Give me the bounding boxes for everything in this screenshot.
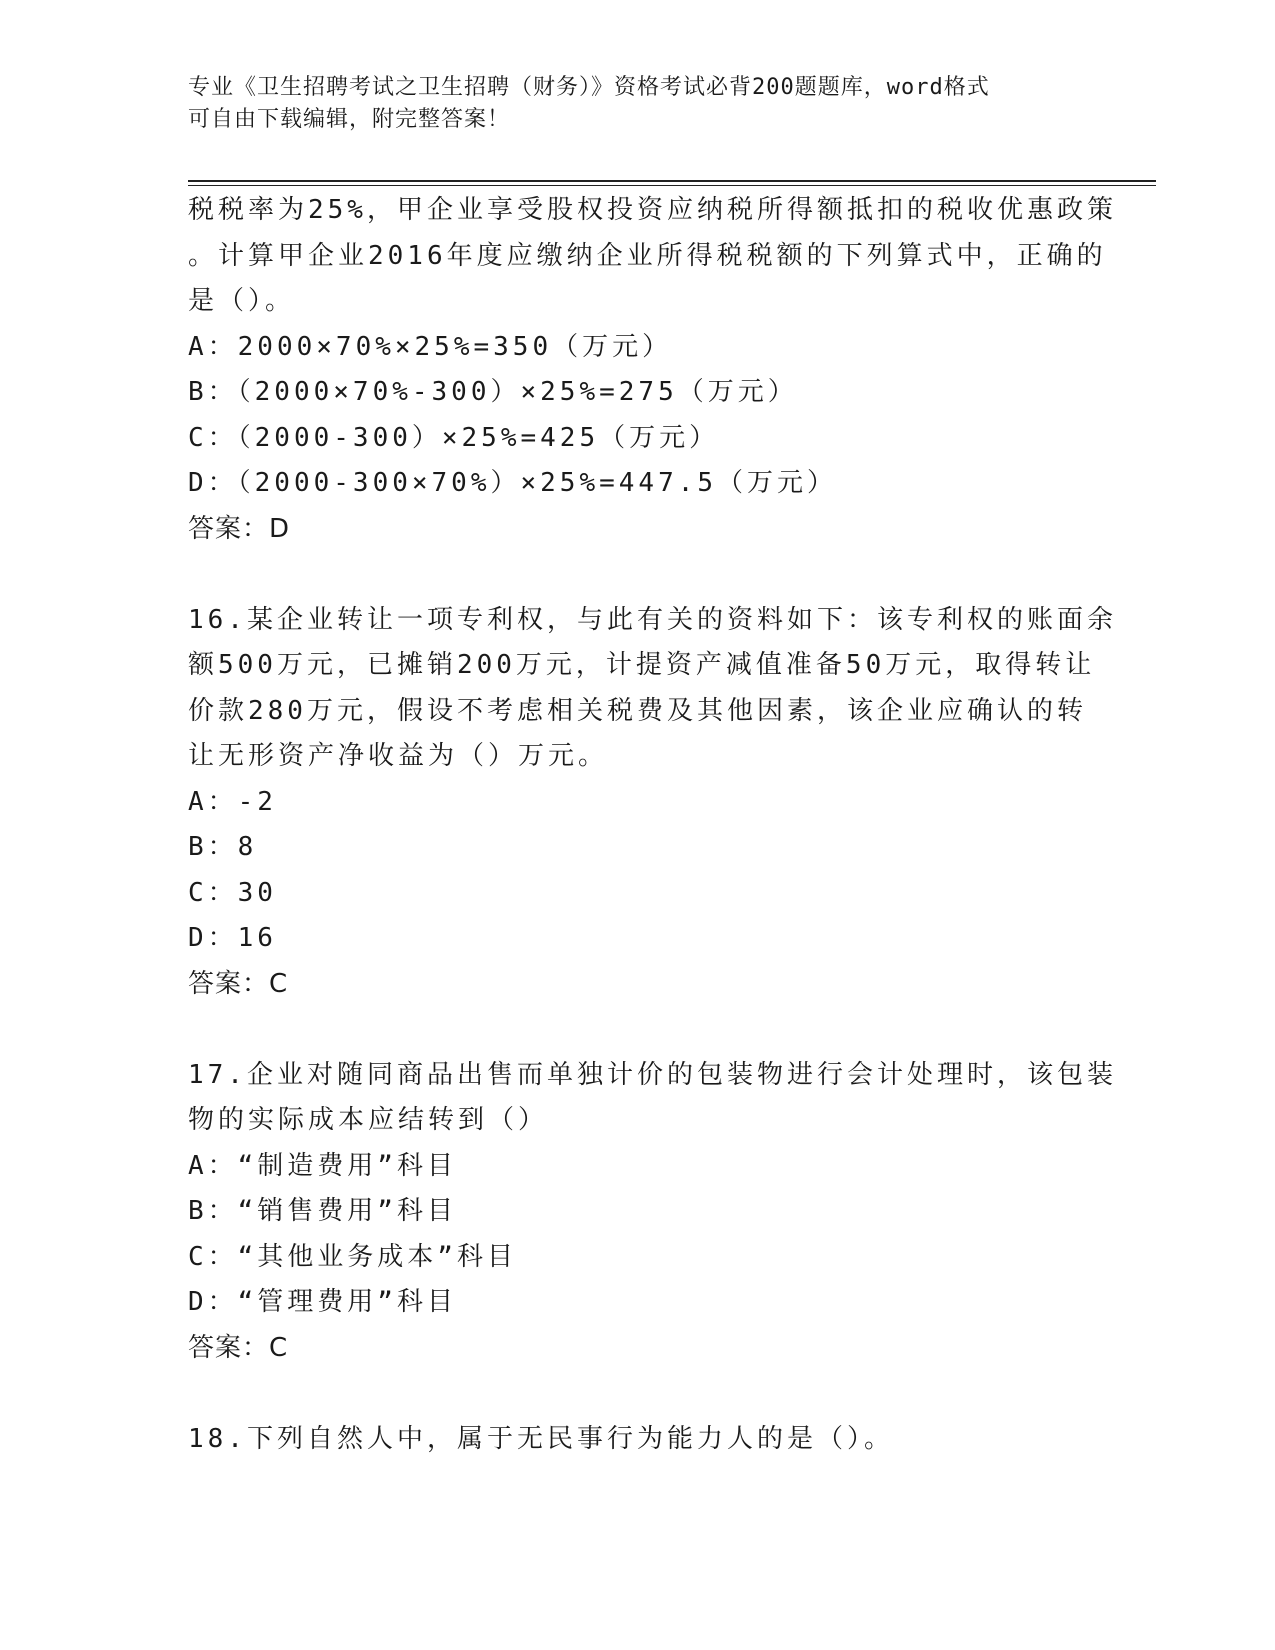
question-stem-line: 17.企业对随同商品出售而单独计价的包装物进行会计处理时，该包装 [188,1059,1117,1090]
option-c: C：“其他业务成本”科目 [188,1241,517,1272]
option-c: C：30 [188,877,277,908]
question-16 [188,598,1117,1008]
option-a: A：-2 [188,786,277,817]
question-stem-line: 。计算甲企业2016年度应缴纳企业所得税税额的下列算式中，正确的 [188,240,1107,271]
spacer [188,552,1088,598]
question-stem-line: 16.某企业转让一项专利权，与此有关的资料如下：该专利权的账面余 [188,604,1117,635]
option-b: B：8 [188,832,258,862]
option-a: A：2000×70%×25%=350（万元） [188,331,673,362]
option-d: D：（2000-300×70%）×25%=447.5（万元） [188,468,838,498]
option-b: B：（2000×70%-300）×25%=275（万元） [188,377,798,407]
header-line-2: 可自由下载编辑，附完整答案！ [188,107,511,132]
header-divider [188,180,1156,182]
question-stem-line: 让无形资产净收益为（）万元。 [188,741,609,771]
question-15-tail [188,188,1117,552]
question-stem-line: 18.下列自然人中，属于无民事行为能力人的是（）。 [188,1423,894,1454]
question-17 [188,1053,1117,1372]
option-b: B：“销售费用”科目 [188,1196,457,1226]
spacer [188,1371,1088,1417]
question-stem-line: 是（）。 [188,286,296,316]
option-c: C：（2000-300）×25%=425（万元） [188,422,720,453]
option-d: D：16 [188,923,277,953]
header-line-1: 专业《卫生招聘考试之卫生招聘（财务）》资格考试必背200题题库，word格式 [188,75,990,100]
question-18 [188,1417,1088,1463]
answer-line: 答案：D [188,513,291,544]
question-stem-line: 物的实际成本应结转到（） [188,1105,549,1135]
question-content [188,188,1117,1462]
option-a: A：“制造费用”科目 [188,1150,457,1181]
answer-line: 答案：C [188,1332,289,1363]
question-stem-line: 税税率为25%，甲企业享受股权投资应纳税所得额抵扣的税收优惠政策 [188,195,1117,225]
question-stem-line: 价款280万元，假设不考虑相关税费及其他因素，该企业应确认的转 [188,695,1087,726]
answer-line: 答案：C [188,968,289,999]
option-d: D：“管理费用”科目 [188,1287,457,1317]
page-header [188,72,1068,136]
spacer [188,1007,1088,1053]
header-divider-thin [188,185,1156,186]
question-stem-line: 额500万元，已摊销200万元，计提资产减值准备50万元，取得转让 [188,650,1096,680]
